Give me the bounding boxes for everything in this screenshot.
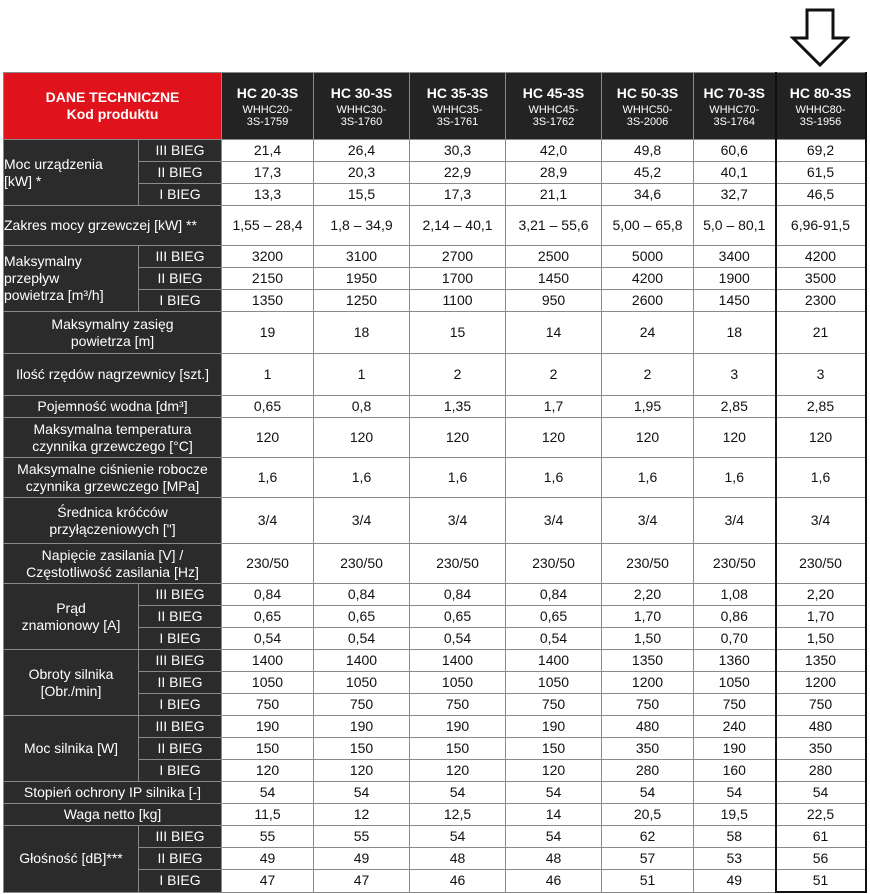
value-cell: 0,54	[410, 628, 506, 650]
speed-label: II BIEG	[139, 268, 222, 290]
value-cell: 0,54	[314, 628, 410, 650]
model-header	[694, 73, 776, 140]
value-cell: 750	[776, 694, 866, 716]
value-cell: 0,65	[222, 396, 314, 418]
value-cell: 1400	[222, 650, 314, 672]
value-cell: 3,21 – 55,6	[506, 206, 602, 246]
table-row	[4, 584, 866, 606]
row-label: Waga netto [kg]	[4, 804, 222, 826]
table-row	[4, 206, 866, 246]
value-cell: 1,8 – 34,9	[314, 206, 410, 246]
speed-label: I BIEG	[139, 628, 222, 650]
value-cell: 0,84	[410, 584, 506, 606]
value-cell: 1360	[694, 650, 776, 672]
value-cell: 5,00 – 65,8	[602, 206, 694, 246]
model-header	[506, 73, 602, 140]
value-cell: 1450	[506, 268, 602, 290]
value-cell: 1,55 – 28,4	[222, 206, 314, 246]
value-cell: 950	[506, 290, 602, 312]
value-cell: 0,65	[506, 606, 602, 628]
value-cell: 2300	[776, 290, 866, 312]
speed-label: III BIEG	[139, 716, 222, 738]
value-cell: 2	[410, 354, 506, 396]
value-cell: 46	[506, 870, 602, 893]
speed-label: II BIEG	[139, 738, 222, 760]
value-cell: 1950	[314, 268, 410, 290]
row-label: Głośność [dB]***	[4, 826, 139, 893]
value-cell: 5,0 – 80,1	[694, 206, 776, 246]
value-cell: 14	[506, 804, 602, 826]
value-cell: 3200	[222, 246, 314, 268]
value-cell: 150	[222, 738, 314, 760]
value-cell: 21,1	[506, 184, 602, 206]
value-cell: 1,50	[602, 628, 694, 650]
table-row	[4, 716, 866, 738]
value-cell: 3	[694, 354, 776, 396]
value-cell: 3/4	[776, 498, 866, 544]
value-cell: 1,95	[602, 396, 694, 418]
speed-label: III BIEG	[139, 584, 222, 606]
row-label: Maksymalna temperatura czynnika grzewczego [°C]	[4, 418, 222, 458]
model-code: WHHC80- 3S-1956	[795, 103, 846, 128]
row-label: Maksymalny zasięg powietrza [m]	[4, 312, 222, 354]
value-cell: 120	[314, 760, 410, 782]
value-cell: 1,50	[776, 628, 866, 650]
value-cell: 190	[694, 738, 776, 760]
value-cell: 4200	[602, 268, 694, 290]
value-cell: 57	[602, 848, 694, 870]
value-cell: 1	[222, 354, 314, 396]
value-cell: 61,5	[776, 162, 866, 184]
value-cell: 20,5	[602, 804, 694, 826]
speed-label: III BIEG	[139, 650, 222, 672]
row-label: Prąd znamionowy [A]	[4, 584, 139, 650]
value-cell: 15	[410, 312, 506, 354]
value-cell: 26,4	[314, 140, 410, 162]
value-cell: 17,3	[222, 162, 314, 184]
value-cell: 2,20	[602, 584, 694, 606]
table-row	[4, 826, 866, 848]
value-cell: 55	[314, 826, 410, 848]
value-cell: 1200	[776, 672, 866, 694]
speed-label: II BIEG	[139, 848, 222, 870]
value-cell: 1050	[314, 672, 410, 694]
row-label: Ilość rzędów nagrzewnicy [szt.]	[4, 354, 222, 396]
value-cell: 1,70	[776, 606, 866, 628]
model-name: HC 30-3S	[330, 84, 393, 101]
value-cell: 40,1	[694, 162, 776, 184]
row-label: Średnica króćców przyłączeniowych ["]	[4, 498, 222, 544]
value-cell: 54	[314, 782, 410, 804]
row-label: Pojemność wodna [dm³]	[4, 396, 222, 418]
value-cell: 5000	[602, 246, 694, 268]
value-cell: 48	[410, 848, 506, 870]
value-cell: 0,84	[506, 584, 602, 606]
value-cell: 32,7	[694, 184, 776, 206]
value-cell: 45,2	[602, 162, 694, 184]
value-cell: 350	[602, 738, 694, 760]
value-cell: 750	[314, 694, 410, 716]
value-cell: 51	[602, 870, 694, 893]
value-cell: 1050	[222, 672, 314, 694]
value-cell: 230/50	[314, 544, 410, 584]
header-title: DANE TECHNICZNE	[45, 89, 180, 105]
value-cell: 350	[776, 738, 866, 760]
value-cell: 12	[314, 804, 410, 826]
table-row	[4, 650, 866, 672]
value-cell: 0,84	[222, 584, 314, 606]
value-cell: 230/50	[506, 544, 602, 584]
value-cell: 54	[602, 782, 694, 804]
model-code: WHHC50- 3S-2006	[622, 103, 673, 128]
value-cell: 20,3	[314, 162, 410, 184]
model-name: HC 20-3S	[236, 84, 299, 101]
speed-label: III BIEG	[139, 826, 222, 848]
row-label: Napięcie zasilania [V] / Częstotliwość zasilania [Hz]	[4, 544, 222, 584]
value-cell: 280	[602, 760, 694, 782]
value-cell: 1050	[694, 672, 776, 694]
value-cell: 0,86	[694, 606, 776, 628]
value-cell: 0,65	[410, 606, 506, 628]
value-cell: 190	[222, 716, 314, 738]
value-cell: 0,8	[314, 396, 410, 418]
value-cell: 480	[776, 716, 866, 738]
value-cell: 56	[776, 848, 866, 870]
value-cell: 21	[776, 312, 866, 354]
value-cell: 1,6	[410, 458, 506, 498]
value-cell: 1700	[410, 268, 506, 290]
value-cell: 480	[602, 716, 694, 738]
value-cell: 230/50	[410, 544, 506, 584]
value-cell: 19,5	[694, 804, 776, 826]
table-row	[4, 458, 866, 498]
value-cell: 280	[776, 760, 866, 782]
value-cell: 2	[506, 354, 602, 396]
value-cell: 2,85	[776, 396, 866, 418]
value-cell: 120	[222, 418, 314, 458]
table-row	[4, 804, 866, 826]
value-cell: 3/4	[410, 498, 506, 544]
table-row	[4, 312, 866, 354]
value-cell: 58	[694, 826, 776, 848]
value-cell: 54	[776, 782, 866, 804]
model-header	[602, 73, 694, 140]
value-cell: 19	[222, 312, 314, 354]
value-cell: 55	[222, 826, 314, 848]
value-cell: 54	[222, 782, 314, 804]
value-cell: 120	[314, 418, 410, 458]
model-name: HC 50-3S	[616, 84, 679, 101]
value-cell: 1900	[694, 268, 776, 290]
row-label: Maksymalny przepływ powietrza [m³/h]	[4, 246, 139, 312]
value-cell: 120	[410, 760, 506, 782]
model-header	[222, 73, 314, 140]
value-cell: 150	[314, 738, 410, 760]
value-cell: 1,6	[602, 458, 694, 498]
value-cell: 34,6	[602, 184, 694, 206]
value-cell: 120	[506, 418, 602, 458]
value-cell: 0,65	[222, 606, 314, 628]
value-cell: 22,5	[776, 804, 866, 826]
value-cell: 1350	[776, 650, 866, 672]
value-cell: 230/50	[222, 544, 314, 584]
value-cell: 49	[222, 848, 314, 870]
model-code: WHHC70- 3S-1764	[709, 103, 760, 128]
value-cell: 2,14 – 40,1	[410, 206, 506, 246]
speed-label: I BIEG	[139, 184, 222, 206]
value-cell: 3100	[314, 246, 410, 268]
value-cell: 120	[776, 418, 866, 458]
value-cell: 2,85	[694, 396, 776, 418]
value-cell: 1050	[410, 672, 506, 694]
value-cell: 12,5	[410, 804, 506, 826]
table-header-title	[4, 73, 222, 140]
value-cell: 3/4	[694, 498, 776, 544]
model-code: WHHC45- 3S-1762	[528, 103, 579, 128]
row-label: Maksymalne ciśnienie robocze czynnika grzewczego [MPa]	[4, 458, 222, 498]
value-cell: 160	[694, 760, 776, 782]
table-row	[4, 544, 866, 584]
value-cell: 54	[694, 782, 776, 804]
value-cell: 1,70	[602, 606, 694, 628]
model-code: WHHC20- 3S-1759	[242, 103, 293, 128]
value-cell: 54	[410, 782, 506, 804]
model-name: HC 45-3S	[522, 84, 585, 101]
speed-label: III BIEG	[139, 140, 222, 162]
value-cell: 3	[776, 354, 866, 396]
value-cell: 22,9	[410, 162, 506, 184]
value-cell: 47	[222, 870, 314, 893]
value-cell: 46	[410, 870, 506, 893]
model-header	[314, 73, 410, 140]
value-cell: 42,0	[506, 140, 602, 162]
value-cell: 120	[506, 760, 602, 782]
value-cell: 49	[314, 848, 410, 870]
model-header	[776, 73, 866, 140]
down-arrow-icon	[790, 8, 850, 68]
table-row	[4, 140, 866, 162]
value-cell: 1350	[602, 650, 694, 672]
row-label: Moc silnika [W]	[4, 716, 139, 782]
value-cell: 1400	[314, 650, 410, 672]
value-cell: 54	[506, 782, 602, 804]
value-cell: 53	[694, 848, 776, 870]
value-cell: 3/4	[314, 498, 410, 544]
value-cell: 6,96-91,5	[776, 206, 866, 246]
value-cell: 28,9	[506, 162, 602, 184]
value-cell: 51	[776, 870, 866, 893]
value-cell: 54	[410, 826, 506, 848]
value-cell: 1,6	[694, 458, 776, 498]
value-cell: 4200	[776, 246, 866, 268]
value-cell: 750	[222, 694, 314, 716]
value-cell: 1,35	[410, 396, 506, 418]
value-cell: 62	[602, 826, 694, 848]
value-cell: 750	[602, 694, 694, 716]
value-cell: 14	[506, 312, 602, 354]
model-name: HC 80-3S	[789, 84, 852, 101]
value-cell: 230/50	[694, 544, 776, 584]
model-header	[410, 73, 506, 140]
value-cell: 120	[602, 418, 694, 458]
value-cell: 18	[314, 312, 410, 354]
speed-label: I BIEG	[139, 290, 222, 312]
value-cell: 190	[314, 716, 410, 738]
speed-label: I BIEG	[139, 870, 222, 893]
speed-label: II BIEG	[139, 672, 222, 694]
value-cell: 1350	[222, 290, 314, 312]
value-cell: 21,4	[222, 140, 314, 162]
value-cell: 60,6	[694, 140, 776, 162]
model-code: WHHC35- 3S-1761	[432, 103, 483, 128]
value-cell: 1450	[694, 290, 776, 312]
row-label: Moc urządzenia [kW] *	[4, 140, 139, 206]
value-cell: 2500	[506, 246, 602, 268]
value-cell: 2	[602, 354, 694, 396]
value-cell: 120	[222, 760, 314, 782]
speed-label: I BIEG	[139, 760, 222, 782]
value-cell: 11,5	[222, 804, 314, 826]
value-cell: 2150	[222, 268, 314, 290]
value-cell: 49,8	[602, 140, 694, 162]
value-cell: 0,65	[314, 606, 410, 628]
value-cell: 69,2	[776, 140, 866, 162]
value-cell: 150	[410, 738, 506, 760]
value-cell: 750	[506, 694, 602, 716]
value-cell: 0,70	[694, 628, 776, 650]
value-cell: 240	[694, 716, 776, 738]
value-cell: 2600	[602, 290, 694, 312]
value-cell: 750	[694, 694, 776, 716]
value-cell: 49	[694, 870, 776, 893]
value-cell: 18	[694, 312, 776, 354]
value-cell: 190	[410, 716, 506, 738]
value-cell: 3500	[776, 268, 866, 290]
value-cell: 120	[694, 418, 776, 458]
value-cell: 1050	[506, 672, 602, 694]
value-cell: 0,84	[314, 584, 410, 606]
value-cell: 120	[410, 418, 506, 458]
table-row	[4, 498, 866, 544]
value-cell: 1,7	[506, 396, 602, 418]
value-cell: 54	[506, 826, 602, 848]
value-cell: 1,6	[506, 458, 602, 498]
table-row	[4, 396, 866, 418]
value-cell: 3/4	[602, 498, 694, 544]
table-row	[4, 354, 866, 396]
table-row	[4, 418, 866, 458]
value-cell: 13,3	[222, 184, 314, 206]
value-cell: 1400	[410, 650, 506, 672]
value-cell: 3400	[694, 246, 776, 268]
model-code: WHHC30- 3S-1760	[336, 103, 387, 128]
value-cell: 15,5	[314, 184, 410, 206]
value-cell: 1	[314, 354, 410, 396]
value-cell: 1200	[602, 672, 694, 694]
value-cell: 230/50	[776, 544, 866, 584]
value-cell: 1100	[410, 290, 506, 312]
speed-label: II BIEG	[139, 162, 222, 184]
row-label: Stopień ochrony IP silnika [-]	[4, 782, 222, 804]
value-cell: 1400	[506, 650, 602, 672]
value-cell: 47	[314, 870, 410, 893]
value-cell: 3/4	[222, 498, 314, 544]
value-cell: 0,54	[222, 628, 314, 650]
speed-label: I BIEG	[139, 694, 222, 716]
value-cell: 1,08	[694, 584, 776, 606]
value-cell: 61	[776, 826, 866, 848]
value-cell: 48	[506, 848, 602, 870]
value-cell: 17,3	[410, 184, 506, 206]
row-label: Obroty silnika [Obr./min]	[4, 650, 139, 716]
value-cell: 30,3	[410, 140, 506, 162]
value-cell: 24	[602, 312, 694, 354]
value-cell: 750	[410, 694, 506, 716]
model-name: HC 70-3S	[703, 84, 765, 101]
technical-data-table	[3, 72, 867, 893]
value-cell: 0,54	[506, 628, 602, 650]
value-cell: 1250	[314, 290, 410, 312]
value-cell: 2,20	[776, 584, 866, 606]
value-cell: 1,6	[776, 458, 866, 498]
table-row	[4, 782, 866, 804]
value-cell: 3/4	[506, 498, 602, 544]
value-cell: 190	[506, 716, 602, 738]
value-cell: 1,6	[314, 458, 410, 498]
table-row	[4, 246, 866, 268]
value-cell: 150	[506, 738, 602, 760]
model-name: HC 35-3S	[426, 84, 489, 101]
value-cell: 46,5	[776, 184, 866, 206]
speed-label: II BIEG	[139, 606, 222, 628]
speed-label: III BIEG	[139, 246, 222, 268]
value-cell: 230/50	[602, 544, 694, 584]
header-subtitle: Kod produktu	[66, 106, 159, 122]
row-label: Zakres mocy grzewczej [kW] **	[4, 206, 222, 246]
value-cell: 1,6	[222, 458, 314, 498]
value-cell: 2700	[410, 246, 506, 268]
